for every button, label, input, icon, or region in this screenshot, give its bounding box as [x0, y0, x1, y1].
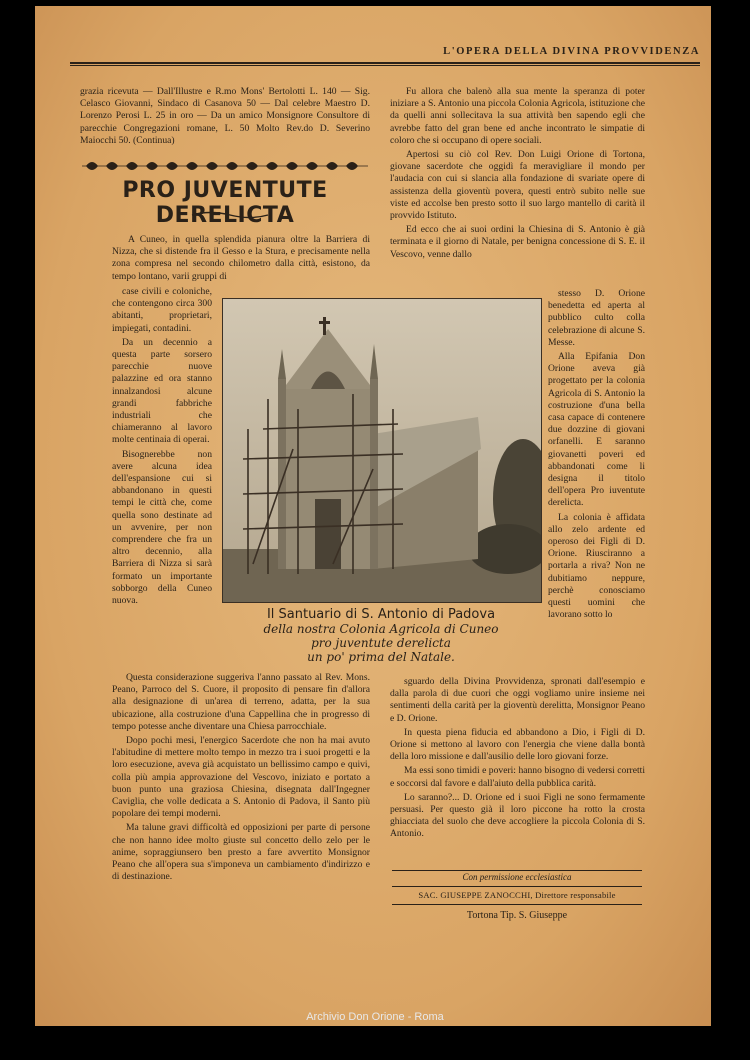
church-illustration [223, 299, 541, 602]
col2-paragraph-2: Apertosi su ciò col Rev. Don Luigi Orione di Tortona, giovane sacerdote che oggidì fa meravigliare il mondo per l'audacia con cui si slancia alla fondazione di svariate opere di assistenza della gioventù povera, questi entrò subito nelle sue viste ed accolse ben presto sotto il suo largo mantello di carità il provvido Istituto. [390, 149, 645, 222]
running-header: L'OPERA DELLA DIVINA PROVVIDENZA [443, 46, 700, 57]
wrap-left-paragraph-2: Da un decennio a questa parte sorsero parecchie nuove palazzine ed ora stanno innalzandosi alcune grandi fabbriche industriali che chiameranno al lavoro molte centinaia di operai. [112, 336, 212, 446]
donation-list [80, 86, 370, 149]
title-swash-ornament [190, 210, 270, 220]
archive-label: Archivio Don Orione - Roma [306, 1011, 444, 1023]
left-bottom-column [112, 672, 370, 885]
caption-title: Il Santuario di S. Antonio di Padova [266, 607, 496, 622]
caption-line-1: della nostra Colonia Agricola di Cuneo [263, 622, 499, 636]
header-rule-thin [70, 65, 700, 66]
bottom-left-paragraph-2: Dopo pochi mesi, l'energico Sacerdote che non ha mai avuto l'abitudine di mettere molto tempo in mezzo tra i suoi progetti e la loro esecuzione, aveva già acquistato un bellissimo campo e quivi, colla più ampia approvazione del Vescovo, iniziato e portato a buon punto una graziosa Chiesina, disegnata dall'Ingegner Caviglia, che volle dedicata a S. Antonio di Padova, il Santo più popolare dei tempi moderni. [112, 735, 370, 820]
photo-caption [222, 607, 540, 664]
left-wrap-column [112, 286, 212, 609]
footer-rule-bottom [392, 904, 642, 905]
right-bottom-column [390, 676, 645, 843]
col2-paragraph-3: Ed ecco che ai suoi ordini la Chiesina di S. Antonio è già terminata e il giorno di Natale, per benigna concessione di S. E. il Vescovo, venne dallo [390, 224, 645, 260]
wrap-left-paragraph-1: case civili e coloniche, che contengono circa 300 abitanti, proprietari, impiegati, contadini. [112, 286, 212, 334]
right-top-column [390, 86, 645, 263]
wrap-right-paragraph-2: Alla Epifania Don Orione aveva già progettato per la colonia Agricola di S. Antonio la costruzione d'una bella casa capace di contenere due dozzine di giovani orfanelli. E saranno giovanetti poveri ed abbandonati come li designa il titolo dell'opera Pro iuventute derelicta. [548, 351, 645, 509]
lead-paragraph: A Cuneo, in quella splendida pianura oltre la Barriera di Nizza, che si distende fra il Gesso e la Stura, e precisamente nella zona compresa nel secondo chilometro dalla città, esistono, da tempo lontano, varii gruppi di [112, 234, 370, 282]
bottom-right-paragraph-2: In questa piena fiducia ed abbandono a Dio, i Figli di D. Orione si mettono al lavoro con l'energia che viene dalla bontà della loro missione e dall'ausilio delle loro giovani forze. [390, 726, 645, 763]
header-rule [70, 62, 700, 64]
bottom-right-paragraph-3: Ma essi sono timidi e poveri: hanno bisogno di vedersi corretti e soccorsi dal favore e dall'aiuto della pubblica carità. [390, 765, 645, 789]
bottom-left-paragraph-1: Questa considerazione suggeriva l'anno passato al Rev. Mons. Peano, Parroco del S. Cuore, il proposito di pensare fin d'allora alla designazione di un'area di terreno, adatta, per la sua ubicazione, alla costruzione d'una Cappellina che in progresso di tempo potesse anche diventare una Chiesa parrocchiale. [112, 672, 370, 732]
caption-line-3: un po' prima del Natale. [307, 650, 455, 664]
article-title: PRO JUVENTUTE DERELICTA [122, 178, 328, 228]
sanctuary-photo [222, 298, 542, 603]
donation-text: grazia ricevuta — Dall'Illustre e R.mo Mons' Bertolotti L. 140 — Sig. Celasco Giovanni, Sindaco di Casanova 50 — Dal celebre Maestro D. Lorenzo Perosi L. 25 in oro — Da un amico Monsignore Consultore di parecchie Congregazioni romane, L. 50 Molto Rev.do D. Severino Maiocchi 50. (Continua) [80, 86, 370, 146]
footer-rule-top [392, 870, 642, 871]
wrap-right-paragraph-1: stesso D. Orione benedetta ed aperta al pubblico culto colla celebrazione di alcune S. Messe. [548, 288, 645, 348]
bottom-left-paragraph-3: Ma talune gravi difficoltà ed opposizioni per parte di persone che non hanno idee molto giuste sul concetto dello zelo per le anime, sopraggiunsero ben presto a fare avvertito Monsignor Peano che all'opera sua s'imponeva un cambiamento d'indirizzo e di destinazione. [112, 822, 370, 883]
bottom-right-paragraph-4: Lo saranno?... D. Orione ed i suoi Figli ne sono fermamente persuasi. Per questo già il loro piccone ha rotto la crosta ghiacciata del suolo che deve accogliere la piccola Colonia di S. Antonio. [390, 791, 645, 840]
bottom-right-paragraph-1: sguardo della Divina Provvidenza, spronati dall'esempio e dalla parola di due cuori che oggi vogliamo unire insieme nei sentimenti della carità per la gioventù derelitta, Monsignor Peano e D. Orione. [390, 676, 645, 724]
footer-rule-middle [392, 886, 642, 887]
ecclesiastical-permission: Con permissione ecclesiastica [462, 872, 572, 882]
caption-line-2: pro juventute derelicta [311, 636, 451, 650]
right-wrap-column [548, 288, 645, 623]
printer-credit: Tortona Tip. S. Giuseppe [466, 910, 568, 921]
col2-paragraph-1: Fu allora che balenò alla sua mente la speranza di poter iniziare a S. Antonio una piccola Colonia Agricola, istituzione che da quelli anni sollecitava la sua attività ben sapendo egli che avrebbe fatto del gran bene ed anche incontrato le simpatie di coloro che si occupano di opere sociali. [390, 86, 645, 146]
wrap-right-paragraph-3: La colonia è affidata allo zelo ardente ed operoso dei Figli di D. Orione. Riusciranno a portarla a riva? Non ne dubitiamo neppure, perchè conosciamo questi uomini che lavorano sotto lo [548, 511, 645, 621]
wrap-left-paragraph-3: Bisognerebbe non avere alcuna idea dell'espansione cui si abbandonano in questi tempi le città che, come quella sono destinate ad un avvenire, per non comprendere che fra un altro decennio, alla Barriera di Nizza si sarà formato un importante sobborgo della Cuneo nuova. [112, 448, 212, 607]
ornament-divider [80, 158, 370, 174]
responsible-director: SAC. GIUSEPPE ZANOCCHI, Direttore responsabile [418, 890, 616, 900]
article-lead [112, 234, 370, 285]
